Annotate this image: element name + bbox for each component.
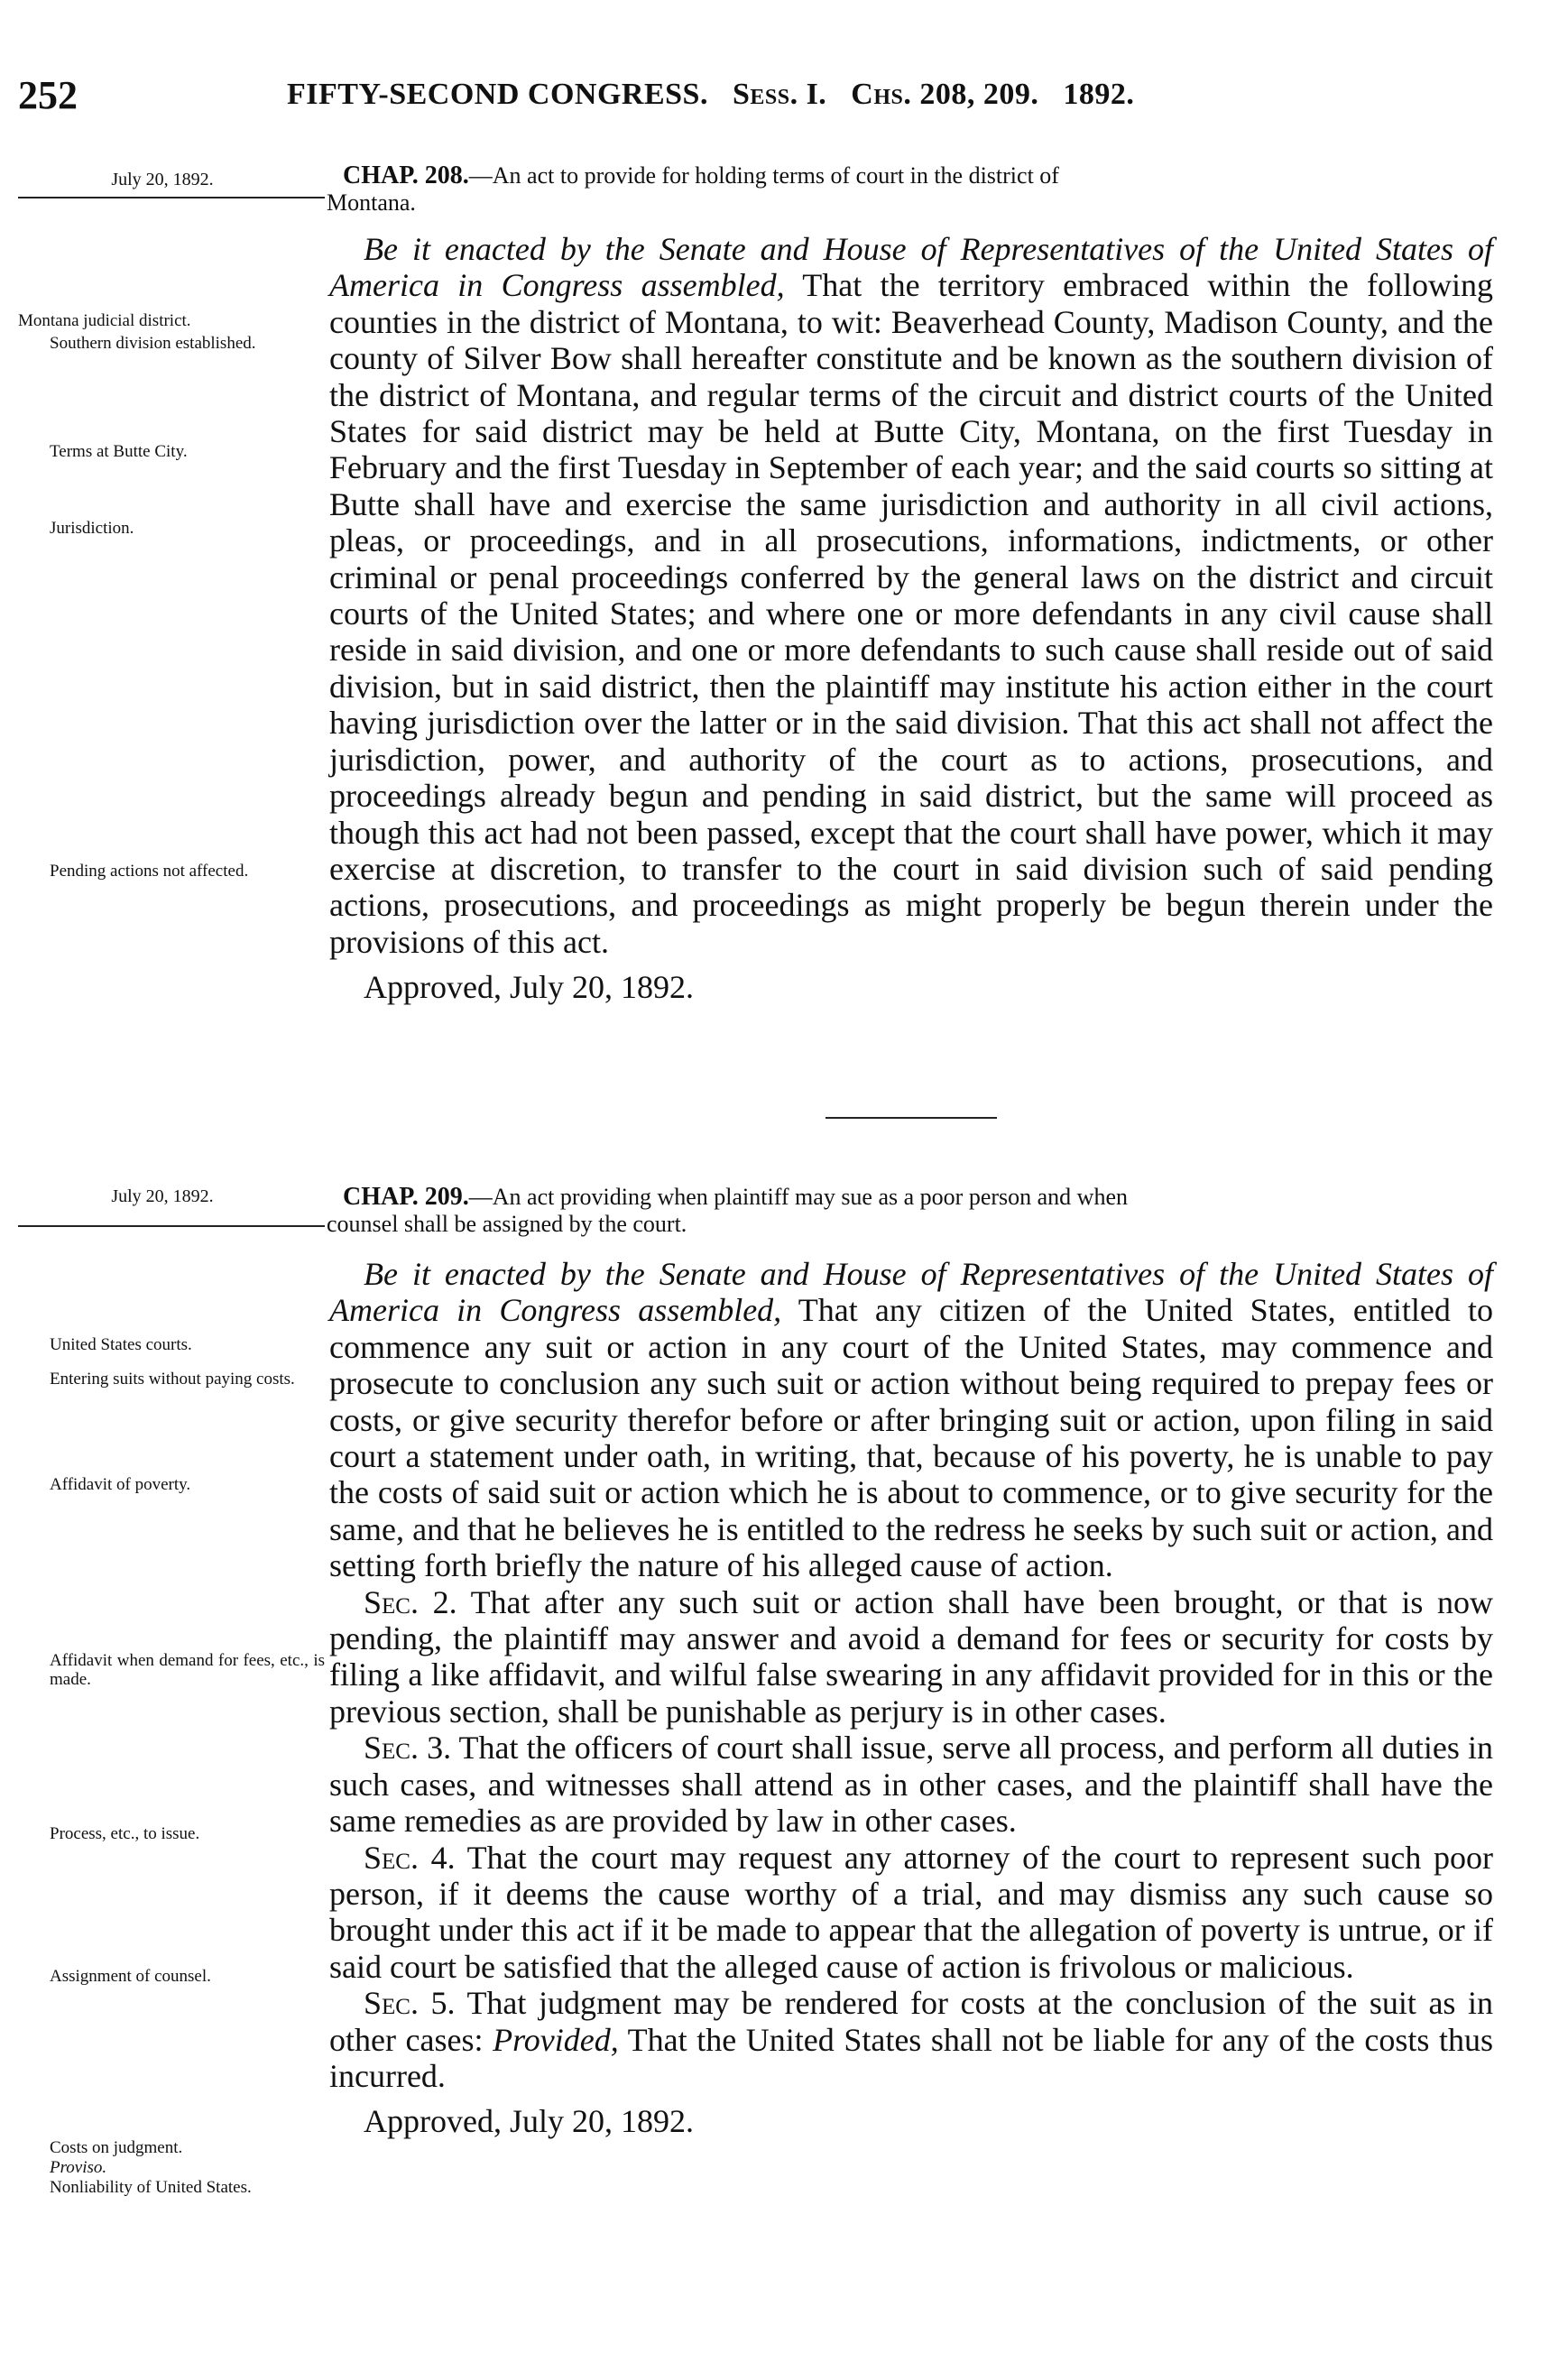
sidenote: Process, etc., to issue. — [50, 1824, 200, 1843]
section-3 — [329, 1730, 1493, 1839]
approval-line: Approved, July 20, 1892. — [364, 969, 694, 1006]
section-text: That the court may request any attorney of the court to represent such poor person, if it deems the cause worthy of a trial, and may dismiss any such cause so brought under this act if it be made to appear that the allegation of poverty is untrue, or if said court be satisfied that the alleged cause of action is frivolous or malicious. — [329, 1839, 1493, 1985]
section-4 — [329, 1840, 1493, 1986]
chapter-date: July 20, 1892. — [111, 170, 214, 189]
chapter-title-cont: counsel shall be assigned by the court. — [327, 1211, 687, 1237]
chapters-ref: Chs. 208, 209. — [851, 78, 1039, 111]
sidenote: Costs on judgment. — [50, 2138, 183, 2157]
year: 1892. — [1063, 78, 1135, 111]
sidenote: Affidavit when demand for fees, etc., is made. — [50, 1651, 325, 1689]
enacting-paragraph — [329, 1256, 1493, 1584]
chapter-title: —An act to provide for holding terms of court in the district of — [468, 162, 1059, 189]
section-text: That any citizen of the United States, entitled to commence any suit or action in any court of the United States, may commence and prosecute to conclusion any such suit or action without being required to prepay fees or costs, or give security therefor before or after bringing suit or action, upon filing in said court a statement under oath, in writing, that, because of his poverty, he is unable to pay the costs of said suit or action which he is about to commence, or to give security for the same, and that he believes he is entitled to the redress he seeks by such suit or action, and setting forth briefly the nature of his alleged cause of action. — [329, 1292, 1493, 1584]
sidenote: Assignment of counsel. — [50, 1967, 211, 1986]
running-head-title — [287, 78, 1134, 112]
chapter-heading — [327, 1183, 1489, 1238]
sidenote-proviso: Proviso. — [50, 2158, 107, 2177]
section-label: Sec. 2. — [364, 1583, 457, 1620]
chapter-body — [329, 1256, 1493, 2140]
sidenote: Nonliability of United States. — [50, 2178, 252, 2197]
sidenote: Jurisdiction. — [50, 519, 134, 538]
section-text: That judgment may be rendered for costs at the conclusion of the suit as in other cases: — [329, 1985, 1493, 2058]
section-5 — [329, 1985, 1493, 2094]
chapter-label: CHAP. 208. — [343, 161, 469, 189]
section-text: That after any such suit or action shall have been brought, or that is now pending, the plaintiff may answer and avoid a demand for fees or security for costs by filing a like affidavit, and wilful false swearing in any affidavit provided for in this or the previous section, shall be punishable as perjury is in other cases. — [329, 1583, 1494, 1730]
section-2 — [329, 1584, 1493, 1730]
chapter-title-cont: Montana. — [327, 189, 416, 216]
enacting-paragraph — [329, 231, 1493, 960]
chapter-label: CHAP. 209. — [343, 1183, 469, 1211]
section-divider — [826, 1117, 997, 1119]
margin-rule — [18, 197, 325, 198]
chapter-heading — [327, 161, 1489, 217]
page-number: 252 — [18, 73, 78, 117]
enacting-clause: Be it enacted by the Senate and House of Representatives of the United States of America in Congress assembled, — [329, 231, 1493, 304]
sidenote: Southern division established. — [50, 334, 256, 353]
chapter-body — [329, 231, 1493, 1006]
congress-name: FIFTY-SECOND CONGRESS. — [287, 78, 708, 111]
section-text: That the officers of court shall issue, serve all process, and perform all duties in such cases, and witnesses shall attend as in other cases, and the plaintiff shall have the same remedies as are provided by law in other cases. — [329, 1730, 1493, 1840]
section-text: That the territory embraced within the following counties in the district of Montana, to wit: Beaverhead County, Madison County, and the county of Silver Bow shall hereafter constitute and be known as the southern division of the district of Montana, and regular terms of the circuit and district courts of the United States for said district may be held at Butte City, Montana, on the first Tuesday in February and the first Tuesday in September of each year; and the said courts so sitting at Butte shall have and exercise the same jurisdiction and authority in all civil actions, pleas, or proceedings, and in all prosecutions, informations, indictments, or other criminal or penal proceedings conferred by the general laws on the district and circuit courts of the United States; and where one or more defendants in any civil cause shall reside in said division, and one or more defendants to such cause shall reside out of said division, but in said district, then the plaintiff may institute his action either in the court having jurisdiction over the latter or in the said division. That this act shall not affect the jurisdiction, power, and authority of the court as to actions, prosecutions, and proceedings already begun and pending in said district, but the same will proceed as though this act had not been passed, except that the court shall have power, which it may exercise at discretion, to transfer to the court in said division such of said pending actions, prosecutions, and proceedings as might properly be begun therein under the provisions of this act. — [329, 267, 1493, 960]
chapter-title: —An act providing when plaintiff may sue as a poor person and when — [468, 1184, 1128, 1210]
margin-rule — [18, 1225, 325, 1227]
enacting-clause: Be it enacted by the Senate and House of Representatives of the United States of America in Congress assembled, — [329, 1256, 1493, 1329]
sidenote: United States courts. — [50, 1335, 192, 1354]
chapter-date: July 20, 1892. — [111, 1186, 214, 1206]
sidenote: Terms at Butte City. — [50, 442, 188, 461]
section-text: That the United States shall not be liable for any of the costs thus incurred. — [329, 2021, 1493, 2094]
session: Sess. I. — [732, 78, 827, 111]
sidenote: Pending actions not affected. — [50, 862, 249, 881]
sidenote: Affidavit of poverty. — [50, 1475, 191, 1494]
sidenote: Entering suits without paying costs. — [50, 1370, 295, 1389]
section-label: Sec. 5. — [364, 1985, 456, 2022]
sidenote: Montana judicial district. — [18, 311, 191, 330]
section-label: Sec. 4. — [364, 1839, 456, 1876]
proviso-word: Provided, — [493, 2021, 619, 2058]
approval-line: Approved, July 20, 1892. — [364, 2103, 694, 2140]
section-label: Sec. 3. — [364, 1730, 452, 1767]
running-head — [0, 72, 1568, 126]
